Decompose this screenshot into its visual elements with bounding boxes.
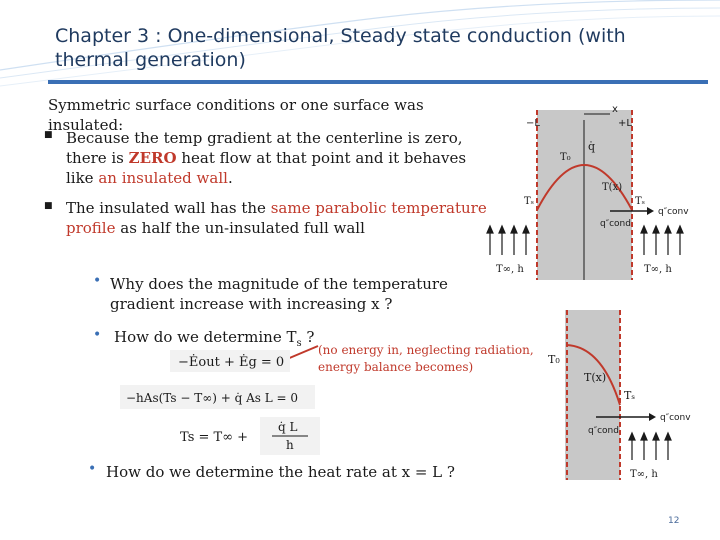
question-ts-text: How do we determine T — [114, 328, 297, 346]
plus-L-label: +L — [618, 118, 632, 129]
half-wall-body — [565, 310, 620, 480]
bullet-marker: ■ — [44, 201, 53, 211]
Tx-label: T(x) — [602, 182, 623, 193]
energy-balance-equations — [120, 345, 320, 455]
question-heat-rate: How do we determine the heat rate at x = L ? — [106, 463, 455, 481]
bullet-insulated-text-b: as half the un-insulated full wall — [115, 219, 365, 237]
T0-label: T₀ — [560, 152, 571, 163]
bullet-centerline-text-b: heat flow at that point and it behaves like — [66, 149, 467, 187]
Tx-bottom-label: T(x) — [584, 371, 607, 384]
equation-3-denominator: h — [286, 438, 294, 452]
Ts-bottom-label: Tₛ — [624, 389, 636, 402]
zero-highlight: ZERO — [128, 149, 177, 167]
subtitle-text: Symmetric surface conditions or one surface was insulated: — [48, 96, 424, 134]
bullet-dot: • — [88, 461, 97, 477]
parabolic-profile-highlight: same parabolic temperature profile — [66, 199, 487, 237]
q-conv-bottom-label: q″conv — [660, 413, 691, 423]
Tinf-left-label: T∞, h — [496, 264, 524, 275]
bullet-centerline-text-a: Because the temp gradient at the centerline is zero, there is — [66, 129, 463, 167]
minus-L-label: −L — [526, 118, 540, 129]
energy-balance-note: (no energy in, neglecting radiation, energy balance becomes) — [318, 343, 534, 374]
equation-3-lhs: Ts = T∞ + — [180, 430, 249, 445]
title-underline — [48, 80, 708, 86]
q-cond-label: q″cond — [600, 219, 631, 229]
question-gradient: Why does the magnitude of the temperature gradient increase with increasing x ? — [110, 275, 448, 313]
question-ts-subscript: s — [296, 338, 302, 349]
question-ts-end: ? — [301, 328, 315, 346]
symmetric-wall-figure — [482, 100, 712, 300]
Tinf-right-label: T∞, h — [644, 264, 672, 275]
Tinf-bottom-label: T∞, h — [630, 469, 658, 480]
bullet-insulated-wall — [66, 198, 516, 238]
bullet-dot: • — [93, 273, 102, 289]
page-number: 12 — [668, 516, 680, 526]
slide-title: Chapter 3 : One-dimensional, Steady state conduction (with thermal generation) — [55, 25, 626, 71]
equation-2: −hAs(Ts − T∞) + q̇ As L = 0 — [126, 391, 299, 405]
bullet-marker: ■ — [44, 130, 53, 140]
q-cond-bottom-label: q″cond — [588, 426, 619, 436]
equation-1: −Ėout + Ėg = 0 — [178, 355, 285, 370]
bullet-dot: • — [93, 327, 102, 343]
q-conv-label: q″conv — [658, 207, 689, 217]
bullet-centerline — [66, 128, 486, 188]
bullet-insulated-text-a: The insulated wall has the — [66, 199, 271, 217]
Ts-left-label: Tₛ — [524, 196, 535, 207]
bullet-centerline-text-c: . — [227, 169, 233, 187]
insulated-wall-highlight: an insulated wall — [98, 169, 228, 187]
insulated-wall-figure — [540, 305, 715, 485]
x-axis-label: x — [612, 104, 618, 115]
equation-3-numerator: q̇ L — [278, 420, 298, 434]
T0-bottom-label: T₀ — [548, 353, 560, 366]
q-dot-label: q̇ — [588, 140, 596, 153]
Ts-right-label: Tₛ — [635, 196, 646, 207]
